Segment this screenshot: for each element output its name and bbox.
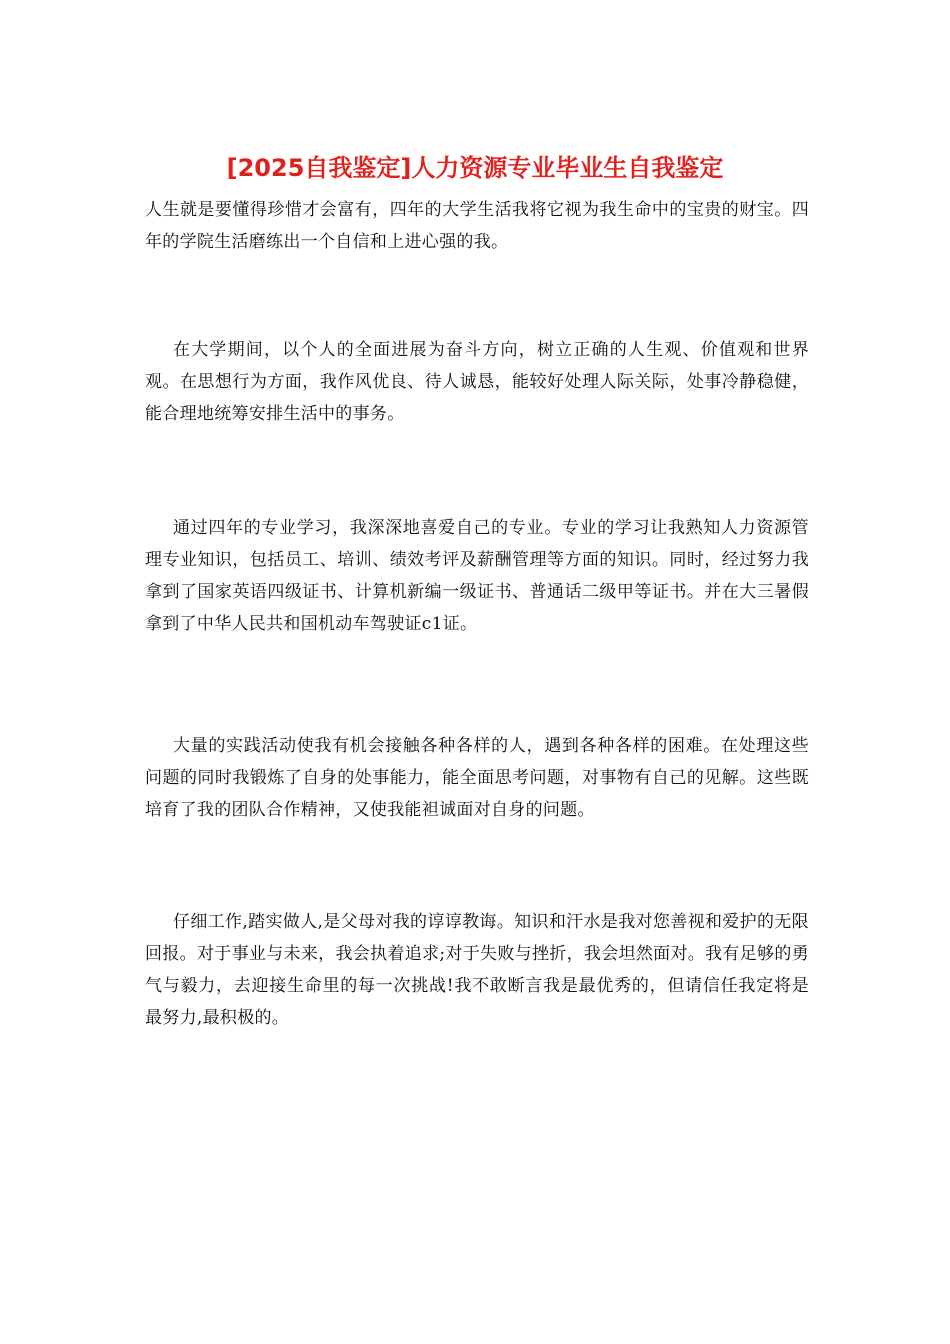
document-title: [2025自我鉴定]人力资源专业毕业生自我鉴定 (226, 154, 724, 182)
paragraph-practice-activities: 大量的实践活动使我有机会接触各种各样的人，遇到各种各样的困难。在处理这些问题的同时我锻炼了自身的处事能力，能全面思考问题，对事物有自己的见解。这些既培育了我的团队合作精神，又使我能袒诚面对自身的问题。 (145, 736, 809, 820)
paragraph-conclusion: 仔细工作,踏实做人,是父母对我的谆谆教诲。知识和汗水是我对您善视和爱护的无限回报。对于事业与未来，我会执着追求;对于失败与挫折，我会坦然面对。我有足够的勇气与毅力，去迎接生命里的每一次挑战!我不敢断言我是最优秀的，但请信任我定将是最努力,最积极的。 (145, 912, 809, 1028)
paragraph-professional-study: 通过四年的专业学习，我深深地喜爱自己的专业。专业的学习让我熟知人力资源管理专业知识，包括员工、培训、绩效考评及薪酬管理等方面的知识。同时，经过努力我拿到了国家英语四级证书、计算机新编一级证书、普通话二级甲等证书。并在大三暑假拿到了中华人民共和国机动车驾驶证c1证。 (145, 518, 809, 634)
paragraph-intro: 人生就是要懂得珍惜才会富有，四年的大学生活我将它视为我生命中的宝贵的财宝。四年的学院生活磨练出一个自信和上进心强的我。 (145, 200, 809, 252)
paragraph-university-period: 在大学期间，以个人的全面进展为奋斗方向，树立正确的人生观、价值观和世界观。在思想行为方面，我作风优良、待人诚恳，能较好处理人际关际，处事冷静稳健，能合理地统筹安排生活中的事务。 (145, 340, 809, 424)
